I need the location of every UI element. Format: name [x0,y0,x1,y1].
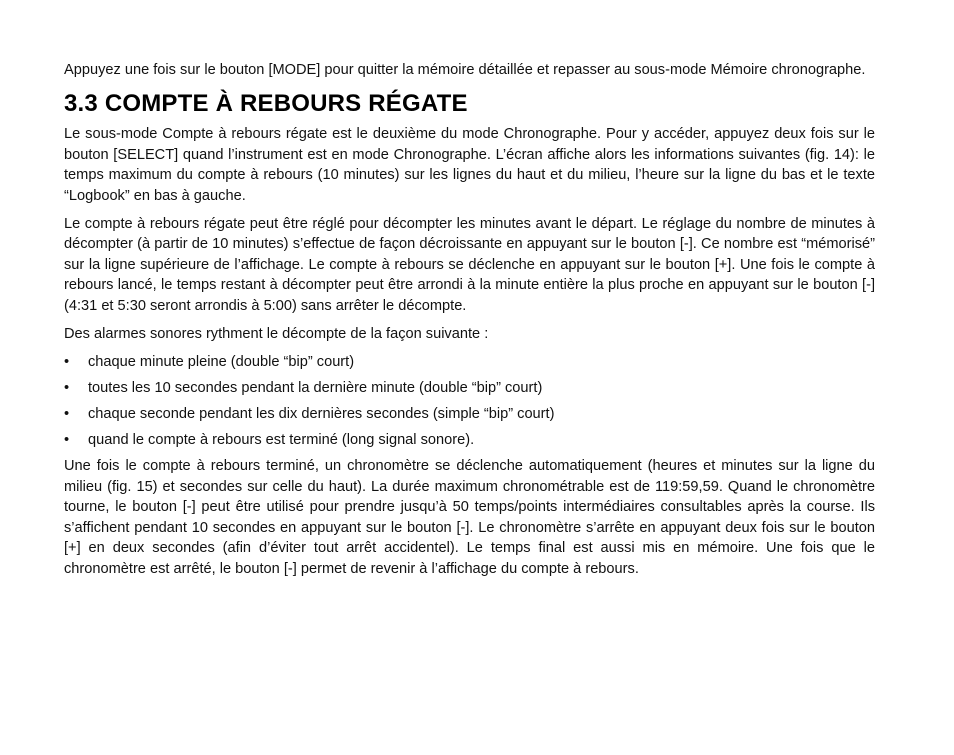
list-item [64,404,875,424]
list-item-text: chaque seconde pendant les dix dernières secondes (simple “bip” court) [88,406,555,423]
bullet-icon: • [64,380,70,397]
document-page [64,60,875,587]
list-item [64,430,875,450]
bullet-icon: • [64,354,70,371]
list-item-text: quand le compte à rebours est terminé (long signal sonore). [88,432,475,449]
intro-paragraph: Appuyez une fois sur le bouton [MODE] pour quitter la mémoire détaillée et repasser au sous-mode Mémoire chronographe. [64,62,866,78]
list-item [64,352,875,372]
list-item-text: chaque minute pleine (double “bip” court) [88,354,355,371]
bullet-icon: • [64,406,70,423]
list-item-text: toutes les 10 secondes pendant la dernière minute (double “bip” court) [88,380,543,397]
body-paragraph: Le sous-mode Compte à rebours régate est le deuxième du mode Chronographe. Pour y accéder, appuyez deux fois sur le bouton [SELECT] quand l’instrument est en mode Chronographe. L’écran affiche alors les informations suivantes (fig. 14): le temps maximum du compte à rebours (10 minutes) sur les lignes du haut et du milieu, l’heure sur la ligne du bas et le texte “Logbook” en bas à gauche. [64,126,875,204]
body-paragraph: Le compte à rebours régate peut être réglé pour décompter les minutes avant le départ. Le réglage du nombre de minutes à décompter (à partir de 10 minutes) s’effectue de façon décroissante en appuyant sur le bouton [-]. Ce nombre est “mémorisé” sur la ligne supérieure de l’affichage. Le compte à rebours se déclenche en appuyant sur le bouton [+]. Une fois le compte à rebours lancé, le temps restant à décompter peut être arrondi à la minute entière la plus proche en appuyant sur le bouton [-] (4:31 et 5:30 seront arrondis à 5:00) sans arrêter le décompte. [64,216,875,314]
final-paragraph: Une fois le compte à rebours terminé, un chronomètre se déclenche automatiquement (heures et minutes sur la ligne du milieu (fig. 15) et secondes sur celle du haut). La durée maximum chronométrable est de 119:59,59. Quand le chronomètre tourne, le bouton [-] peut être utilisé pour prendre jusqu’à 50 temps/points intermédiaires consultables après la course. Ils s’affichent pendant 10 secondes en appuyant sur le bouton [-]. Le chronomètre s’arrête en appuyant deux fois sur le bouton [+] en deux secondes (afin d’éviter tout arrêt accidentel). Le temps final est aussi mis en mémoire. Une fois que le chronomètre est arrêté, le bouton [-] permet de revenir à l’affichage du compte à rebours. [64,458,875,577]
bullet-icon: • [64,432,70,449]
alarm-list [64,352,875,450]
list-item [64,378,875,398]
body-paragraph: Des alarmes sonores rythment le décompte de la façon suivante : [64,326,489,343]
section-heading: 3.3 COMPTE À REBOURS RÉGATE [64,90,468,118]
